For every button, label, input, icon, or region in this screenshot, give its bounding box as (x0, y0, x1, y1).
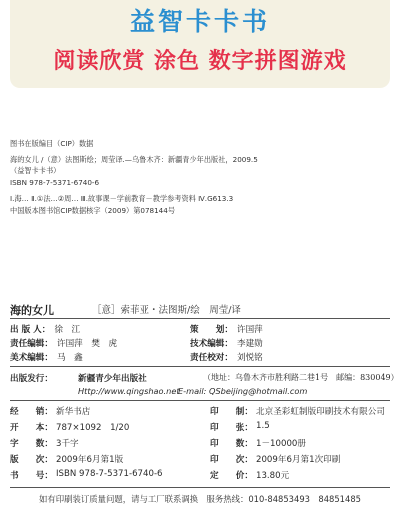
cip-line-3: ISBN 978-7-5371-6740-6 (10, 178, 100, 188)
field-value: 马 鑫 (56, 353, 83, 363)
field-value: 刘悦铭 (236, 353, 263, 363)
spec-value: 1－10000册 (256, 439, 306, 449)
spec-label: 字 数： (10, 439, 53, 449)
spec-label: 定 价： (210, 471, 253, 481)
field-value: 李建勋 (236, 339, 263, 349)
spec-value: 787×1092 1/20 (56, 423, 130, 433)
spec-value: 新华书店 (56, 407, 91, 417)
cip-line-1: 海的女儿 /（意）法图斯绘；周莹译.—乌鲁木齐：新疆青少年出版社，2009.5 (10, 154, 258, 164)
publisher-website: Http://www.qingshao.net (78, 386, 180, 396)
spec-value: 3千字 (56, 439, 79, 449)
divider (10, 366, 390, 367)
spec-label: 书 号： (10, 471, 53, 481)
book-authors: ［意］索菲亚・法图斯/绘 周莹/译 (92, 305, 241, 316)
divider (10, 318, 390, 319)
spec-value: 13.80元 (256, 471, 290, 481)
field-value: 许国萍 (236, 325, 263, 335)
book-title: 海的女儿 (10, 304, 54, 317)
publisher-name: 新疆青少年出版社 (78, 374, 147, 384)
spec-value: 2009年6月第1版 (56, 455, 124, 465)
publisher-person-field (10, 323, 80, 335)
tech-editor-field (190, 337, 263, 349)
spec-label: 印 制： (210, 407, 253, 417)
spec-label: 经 销： (10, 407, 53, 417)
cip-block (10, 138, 390, 216)
spec-label: 印 张： (210, 423, 253, 433)
field-label: 责任校对： (190, 353, 233, 363)
spec-label: 开 本： (10, 423, 53, 433)
divider (10, 487, 390, 488)
spec-label: 印 次： (210, 455, 253, 465)
publisher-email: E-mail: QSbeijing@hotmail.com (178, 386, 308, 396)
spec-value: 1.5 (256, 421, 270, 431)
cip-line-4: Ⅰ.海… Ⅱ.①法…②周… Ⅲ.故事课－学前教育－教学参考资料 Ⅳ.G613.3 (10, 193, 234, 203)
art-editor-field (10, 351, 83, 363)
planning-field (190, 323, 263, 335)
spec-value: ISBN 978-7-5371-6740-6 (56, 469, 163, 479)
field-value: 徐 江 (54, 325, 81, 335)
service-notice: 如有印刷装订质量问题，请与工厂联系调换 服务热线：010-84853493 84851485 (38, 494, 361, 504)
cip-line-5: 中国版本图书馆CIP数据核字（2009）第078144号 (10, 205, 176, 215)
field-value: 许国萍 樊 虎 (56, 339, 118, 349)
cip-heading: 图书在版编目（CIP）数据 (10, 139, 94, 148)
series-title: 益智卡卡书 (129, 7, 270, 36)
spec-label: 版 次： (10, 455, 53, 465)
series-banner (10, 0, 390, 88)
proofreader-field (190, 351, 263, 363)
cip-line-2: （益智卡卡书） (10, 166, 61, 176)
field-label: 出 版 人： (10, 325, 51, 335)
series-subtitle: 阅读欣赏 涂色 数字拼图游戏 (53, 49, 347, 74)
spec-value: 2009年6月第1次印刷 (256, 455, 341, 465)
spec-value: 北京圣彩虹制版印刷技术有限公司 (256, 407, 385, 417)
divider (10, 400, 390, 401)
publisher-address: （地址：乌鲁木齐市胜利路二巷1号 邮编：830049） (203, 373, 399, 382)
spec-label: 印 数： (210, 439, 253, 449)
field-label: 责任编辑： (10, 339, 53, 349)
field-label: 美术编辑： (10, 353, 53, 363)
field-label: 策 划： (190, 325, 233, 335)
field-label: 技术编辑： (190, 339, 233, 349)
publication-label: 出版发行： (10, 374, 53, 384)
editor-field (10, 337, 117, 349)
